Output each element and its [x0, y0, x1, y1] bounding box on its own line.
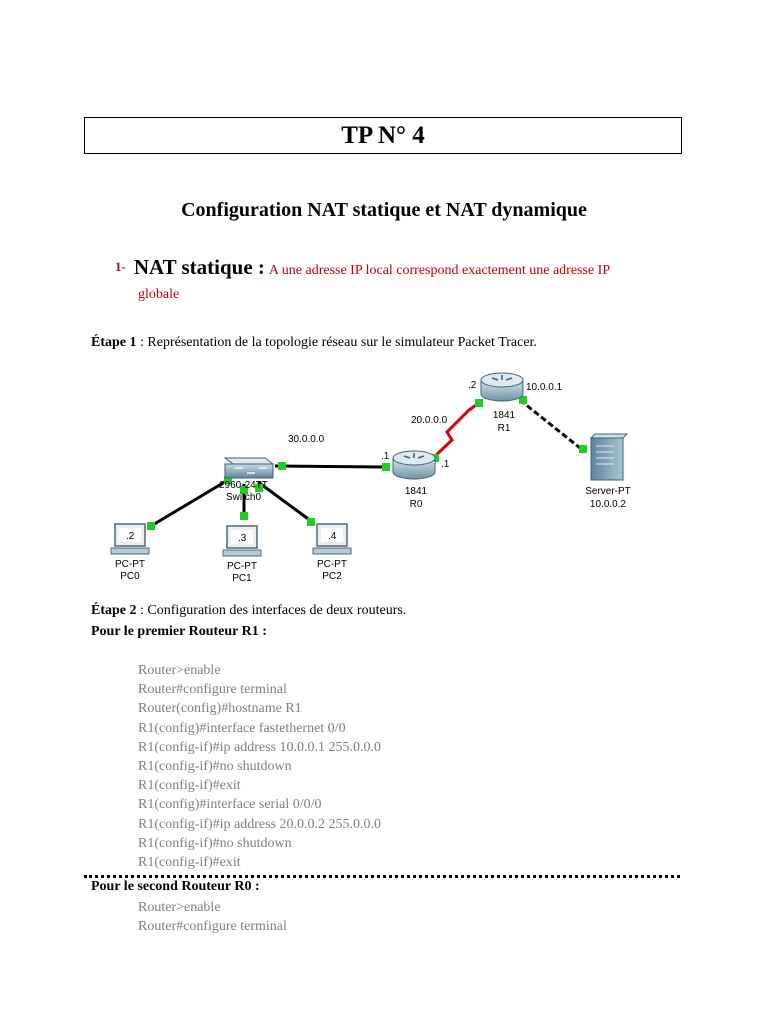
- step-1: [91, 335, 537, 351]
- label-r1-ip: 10.0.0.1: [526, 382, 563, 393]
- label-pc2-name: PC2: [322, 571, 342, 582]
- label-r1-model: 1841: [492, 410, 516, 421]
- step-2: [91, 603, 406, 619]
- label-pc1-ip: .3: [238, 533, 247, 544]
- label-r1-name: R1: [497, 423, 511, 434]
- cable-r0-r1-serial: [433, 403, 479, 458]
- label-pc0-type: PC-PT: [115, 559, 145, 570]
- command-line: Router>enable: [138, 663, 221, 678]
- network-topology-diagram: [95, 368, 655, 590]
- title-box: [84, 117, 682, 154]
- section-definition-continued: globale: [138, 287, 180, 302]
- router-r0-command-list: [138, 898, 287, 936]
- router-r0-icon: [393, 451, 435, 479]
- command-line: R1(config-if)#no shutdown: [138, 835, 292, 851]
- dotted-separator: [84, 875, 680, 878]
- label-network-20: 20.0.0.0: [411, 415, 448, 426]
- step-2-text: : Configuration des interfaces de deux routeurs.: [136, 603, 407, 618]
- command-line: R1(config-if)#ip address 10.0.0.1 255.0.0.0: [138, 739, 382, 755]
- label-pc0-ip: .2: [126, 531, 135, 542]
- cables: [151, 400, 580, 526]
- section-number: 1-: [115, 259, 126, 274]
- label-pc1-name: PC1: [232, 573, 252, 584]
- command-line: R1(config-if)#no shutdown: [138, 759, 292, 775]
- label-r0-name: R0: [409, 499, 423, 510]
- command-line: R1(config-if)#ip address 20.0.0.2 255.0.0.0: [138, 816, 382, 832]
- section-title: NAT statique :: [133, 255, 265, 279]
- subtitle: Configuration NAT statique et NAT dynamique: [181, 199, 587, 221]
- label-pc2-type: PC-PT: [317, 559, 347, 570]
- page-title: TP N° 4: [341, 121, 425, 149]
- label-server-ip: 10.0.0.2: [589, 499, 627, 510]
- section-definition: A une adresse IP local correspond exactement une adresse IP: [268, 263, 611, 278]
- section-1-heading: [115, 257, 695, 278]
- command-line: Router#configure terminal: [138, 682, 287, 698]
- router-r0-heading: Pour le second Routeur R0 :: [91, 879, 260, 894]
- label-r0-model: 1841: [404, 486, 428, 497]
- router-r1-heading: Pour le premier Routeur R1 :: [91, 624, 267, 639]
- label-pc1-type: PC-PT: [227, 561, 257, 572]
- cable-switch-r0: [275, 466, 389, 467]
- cable-r1-server: [520, 400, 580, 448]
- step-2-label: Étape 2: [91, 603, 137, 618]
- label-r0-serial-host: .1: [441, 459, 450, 470]
- label-switch-model: 2960-24TT: [219, 480, 268, 491]
- label-switch-name: Switch0: [226, 492, 262, 503]
- label-r1-serial-host: .2: [468, 380, 477, 391]
- router-r1-command-list: [138, 661, 381, 872]
- server-icon: [591, 434, 627, 480]
- step-1-text: : Représentation de la topologie réseau sur le simulateur Packet Tracer.: [136, 335, 537, 350]
- label-server-type: Server-PT: [585, 486, 631, 497]
- command-line: R1(config)#interface serial 0/0/0: [138, 797, 322, 813]
- label-r0-fa-host: .1: [381, 451, 390, 462]
- step-1-label: Étape 1: [91, 335, 137, 350]
- label-pc0-name: PC0: [120, 571, 140, 582]
- router-r1-icon: [481, 373, 523, 401]
- command-line: Router(config)#hostname R1: [138, 701, 302, 717]
- command-line: R1(config)#interface fastethernet 0/0: [138, 720, 346, 736]
- label-pc2-ip: .4: [328, 531, 337, 542]
- link-lights: [147, 396, 587, 530]
- command-line: R1(config-if)#exit: [138, 855, 241, 871]
- command-line: R1(config-if)#exit: [138, 778, 241, 794]
- command-line: Router>enable: [138, 900, 221, 915]
- command-line: Router#configure terminal: [138, 919, 287, 935]
- switch-icon: [225, 458, 273, 478]
- cable-switch-pc0: [151, 480, 228, 526]
- label-network-30: 30.0.0.0: [288, 434, 325, 445]
